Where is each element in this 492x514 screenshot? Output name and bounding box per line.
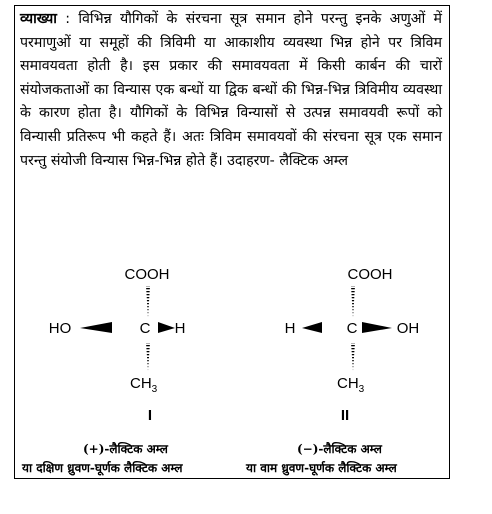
structure-ii-center-atom: C bbox=[346, 320, 358, 337]
structure-i-top-group: COOH bbox=[124, 266, 170, 283]
structure-i-caption-desc: या दक्षिण ध्रुवण-घूर्णक लैक्टिक अम्ल bbox=[22, 461, 183, 475]
structure-ii-bottom-group: $CH_3$ bbox=[337, 375, 365, 395]
structure-ii bbox=[285, 266, 420, 424]
explanation-text: : विभिन्न यौगिकों के संरचना सूत्र समान होने परन्तु इनके अणुओं में परमाणुओं या समूहों की त्रिविमी या आकाशीय व्यवस्था भिन्न होने पर त्रिविम समावयवता होती है। इस प्रकार की समावयवता में किसी कार्बन की चारों संयोजकताओं का विन्यास एक बन्धों या द्विक बन्धों की भिन्न-भिन्न त्रिविमीय व्यवस्था के कारण होता है। यौगिकों के विभिन्न विन्यासों से उत्पन्न समावयवी रूपों को विन्यासी प्रतिरूप भी कहते हैं। अतः त्रिविम समावयवों की संरचना सूत्र एक समान परन्तु संयोजी विन्यास भिन्न-भिन्न होते हैं। उदाहरण- लैक्टिक अम्ल bbox=[20, 11, 442, 169]
structure-i-hashed-bond-up bbox=[146, 286, 150, 318]
structure-ii-caption-name: (−)-लैक्टिक अम्ल bbox=[297, 442, 382, 456]
structure-ii-right-group: OH bbox=[396, 320, 420, 337]
structure-ii-wedge-left bbox=[302, 322, 322, 333]
structure-i-center-atom: C bbox=[139, 320, 151, 337]
structure-i-left-group: HO bbox=[48, 320, 72, 337]
structure-i-hashed-bond-down bbox=[146, 343, 150, 371]
structure-ii-wedge-right bbox=[362, 322, 392, 333]
structure-i-numeral: I bbox=[147, 407, 153, 424]
structure-i-bottom-group: $CH_3$ bbox=[130, 375, 158, 395]
structure-i-wedge-left bbox=[80, 322, 112, 333]
structure-ii-left-group: H bbox=[284, 320, 296, 337]
structure-ii-top-group: COOH bbox=[347, 266, 393, 283]
explanation-heading: व्याख्या bbox=[20, 11, 57, 27]
structure-ii-caption-desc: या वाम ध्रुवण-घूर्णक लैक्टिक अम्ल bbox=[246, 461, 397, 475]
structure-ii-hashed-bond-down bbox=[351, 343, 355, 371]
structure-ii-numeral: II bbox=[340, 407, 350, 424]
structure-ii-hashed-bond-up bbox=[351, 286, 355, 318]
structure-i bbox=[49, 266, 186, 424]
structure-i-wedge-right bbox=[158, 322, 175, 333]
structure-i-caption-name: (+)-लैक्टिक अम्ल bbox=[83, 442, 168, 456]
structure-i-right-group: H bbox=[174, 320, 186, 337]
